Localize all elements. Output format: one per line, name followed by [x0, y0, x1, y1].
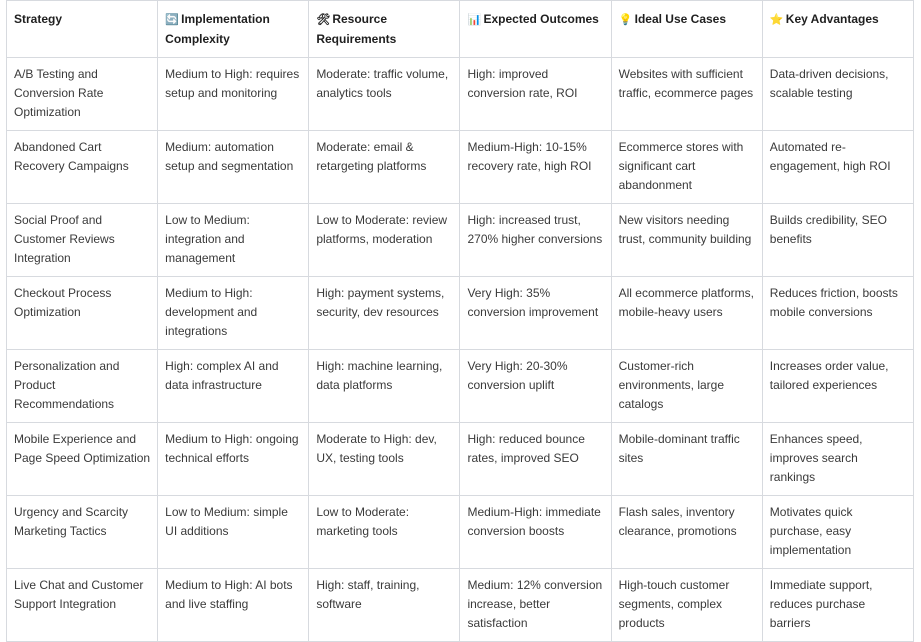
table-cell: Medium to High: development and integrations [158, 277, 309, 350]
column-header [762, 1, 913, 58]
table-cell: Mobile Experience and Page Speed Optimization [7, 423, 158, 496]
table-cell: Ecommerce stores with significant cart abandonment [611, 131, 762, 204]
table-cell: High: payment systems, security, dev resources [309, 277, 460, 350]
table-cell: A/B Testing and Conversion Rate Optimization [7, 58, 158, 131]
lightbulb-icon: 💡 [618, 14, 633, 26]
column-header [158, 1, 309, 58]
table-cell: High: machine learning, data platforms [309, 350, 460, 423]
table-cell: Very High: 35% conversion improvement [460, 277, 611, 350]
table-cell: Builds credibility, SEO benefits [762, 204, 913, 277]
table-cell: Low to Moderate: marketing tools [309, 496, 460, 569]
table-cell: Websites with sufficient traffic, ecommerce pages [611, 58, 762, 131]
table-cell: Enhances speed, improves search rankings [762, 423, 913, 496]
table-cell: Medium to High: AI bots and live staffing [158, 569, 309, 642]
column-header-label: Key Advantages [785, 12, 879, 26]
table-cell: Medium-High: 10-15% recovery rate, high ROI [460, 131, 611, 204]
table-cell: Social Proof and Customer Reviews Integration [7, 204, 158, 277]
table-cell: Moderate to High: dev, UX, testing tools [309, 423, 460, 496]
refresh-icon: 🔄 [165, 14, 179, 26]
table-row [7, 204, 914, 277]
table-cell: High: reduced bounce rates, improved SEO [460, 423, 611, 496]
column-header [460, 1, 611, 58]
table-cell: High: staff, training, software [309, 569, 460, 642]
table-cell: Automated re-engagement, high ROI [762, 131, 913, 204]
table-row [7, 277, 914, 350]
table-cell: Flash sales, inventory clearance, promotions [611, 496, 762, 569]
table-cell: New visitors needing trust, community building [611, 204, 762, 277]
table-row [7, 423, 914, 496]
column-header-label: Expected Outcomes [483, 12, 599, 26]
column-header-label: Ideal Use Cases [634, 12, 727, 26]
table-cell: Live Chat and Customer Support Integration [7, 569, 158, 642]
table-cell: Motivates quick purchase, easy implementation [762, 496, 913, 569]
table-cell: Reduces friction, boosts mobile conversions [762, 277, 913, 350]
column-header-label: Resource Requirements [316, 12, 397, 46]
table-cell: Medium to High: ongoing technical efforts [158, 423, 309, 496]
table-cell: Medium-High: immediate conversion boosts [460, 496, 611, 569]
table-cell: Moderate: traffic volume, analytics tools [309, 58, 460, 131]
tools-icon: 🛠 [316, 14, 331, 26]
column-header [309, 1, 460, 58]
table-row [7, 58, 914, 131]
star-icon: ⭐ [769, 14, 784, 26]
table-cell: Low to Medium: simple UI additions [158, 496, 309, 569]
table-cell: Abandoned Cart Recovery Campaigns [7, 131, 158, 204]
table-cell: Immediate support, reduces purchase barriers [762, 569, 913, 642]
table-cell: High: improved conversion rate, ROI [460, 58, 611, 131]
strategy-comparison-table [6, 0, 914, 642]
table-cell: Moderate: email & retargeting platforms [309, 131, 460, 204]
table-cell: High: complex AI and data infrastructure [158, 350, 309, 423]
table-cell: Low to Medium: integration and management [158, 204, 309, 277]
table-cell: Checkout Process Optimization [7, 277, 158, 350]
table-row [7, 569, 914, 642]
table-cell: Customer-rich environments, large catalogs [611, 350, 762, 423]
bar-chart-icon: 📊 [467, 14, 482, 26]
table-cell: Mobile-dominant traffic sites [611, 423, 762, 496]
table-cell: Low to Moderate: review platforms, moderation [309, 204, 460, 277]
table-cell: Medium: 12% conversion increase, better satisfaction [460, 569, 611, 642]
column-header-label: Implementation Complexity [165, 12, 270, 46]
table-row [7, 131, 914, 204]
column-header-label: Strategy [14, 12, 63, 26]
column-header [7, 1, 158, 58]
column-header [611, 1, 762, 58]
table-cell: Increases order value, tailored experiences [762, 350, 913, 423]
header-row [7, 1, 914, 58]
table-row [7, 350, 914, 423]
table-cell: High-touch customer segments, complex products [611, 569, 762, 642]
table-row [7, 496, 914, 569]
table-cell: High: increased trust, 270% higher conversions [460, 204, 611, 277]
table-cell: Medium: automation setup and segmentation [158, 131, 309, 204]
table-cell: Urgency and Scarcity Marketing Tactics [7, 496, 158, 569]
table-cell: Very High: 20-30% conversion uplift [460, 350, 611, 423]
table-cell: Personalization and Product Recommendations [7, 350, 158, 423]
table-cell: All ecommerce platforms, mobile-heavy users [611, 277, 762, 350]
table-cell: Data-driven decisions, scalable testing [762, 58, 913, 131]
table-cell: Medium to High: requires setup and monitoring [158, 58, 309, 131]
